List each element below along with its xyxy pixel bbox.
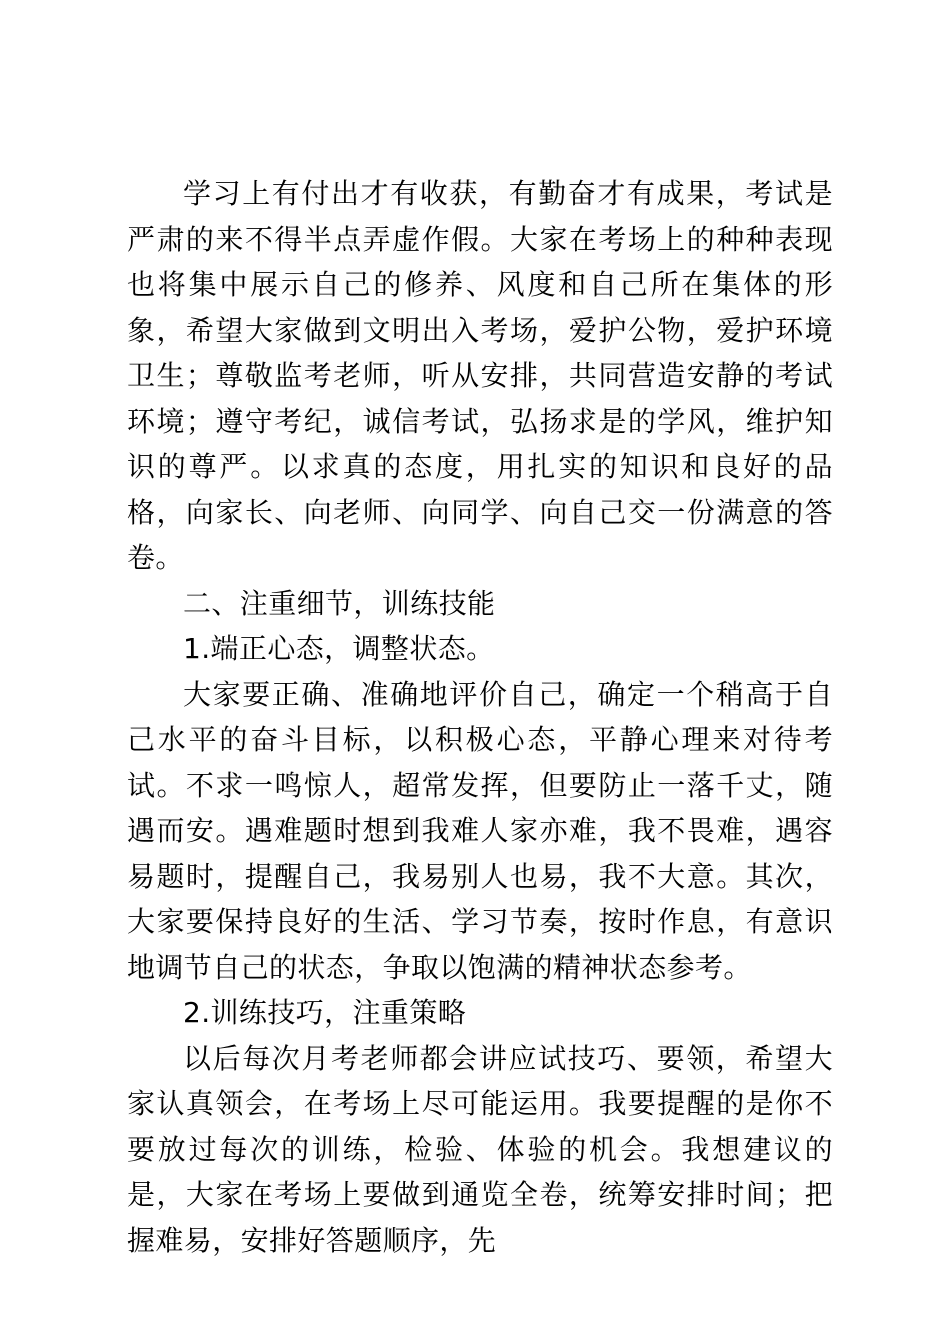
subheading-techniques: 2.训练技巧，注重策略 xyxy=(183,996,467,1029)
paragraph-mindset: 大家要正确、准确地评价自己，确定一个稍高于自己水平的奋斗目标，以积极心态，平静心理来对待考试。不求一鸣惊人，超常发挥，但要防止一落千丈，随遇而安。遇难题时想到我难人家亦难，我不畏难，遇容易题时，提醒自己，我易别人也易，我不大意。其次，大家要保持良好的生活、学习节奏，按时作息，有意识地调节自己的状态，争取以饱满的精神状态参考。 xyxy=(127,677,833,984)
subheading-mindset: 1.端正心态，调整状态。 xyxy=(183,632,495,665)
paragraph-exam-integrity: 学习上有付出才有收获，有勤奋才有成果，考试是严肃的来不得半点弄虚作假。大家在考场上的种种表现也将集中展示自己的修养、风度和自己所在集体的形象，希望大家做到文明出入考场，爱护公物，爱护环境卫生；尊敬监考老师，听从安排，共同营造安静的考试环境；遵守考纪，诚信考试，弘扬求是的学风，维护知识的尊严。以求真的态度，用扎实的知识和良好的品格，向家长、向老师、向同学、向自己交一份满意的答卷。 xyxy=(127,177,833,574)
document-body xyxy=(127,171,833,1263)
section-heading-details-skills: 二、注重细节，训练技能 xyxy=(183,586,496,620)
paragraph-techniques: 以后每次月考老师都会讲应试技巧、要领，希望大家认真领会，在考场上尽可能运用。我要提醒的是你不要放过每次的训练，检验、体验的机会。我想建议的是，大家在考场上要做到通览全卷，统筹安排时间；把握难易，安排好答题顺序，先 xyxy=(127,1041,833,1257)
